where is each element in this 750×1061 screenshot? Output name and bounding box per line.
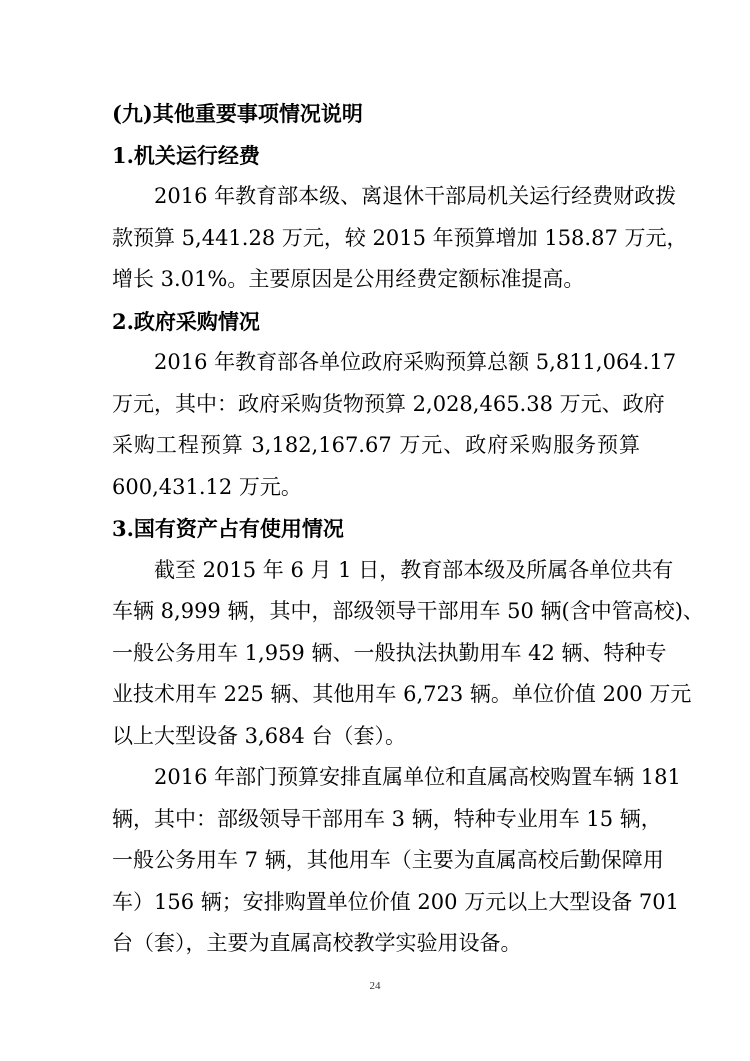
text-line: 一般公务用车 7 辆，其他用车（主要为直属高校后勤保障用 [112,848,664,872]
text-line: 以上大型设备 3,684 台（套）。 [112,723,406,748]
section-title: (九)其他重要事项情况说明 [112,101,363,126]
paragraph-vehicle-purchase-budget [112,757,681,965]
text-line: 辆，其中：部级领导干部用车 3 辆，特种专业用车 15 辆， [112,806,662,831]
text-line: 款预算 5,441.28 万元，较 2015 年预算增加 158.87 万元， [112,225,688,250]
text-line: 一般公务用车 1,959 辆、一般执法执勤用车 42 辆、特种专 [112,640,667,665]
paragraph-operating-expenses [112,176,688,301]
page-content [112,93,704,965]
text-line: 2016 年教育部各单位政府采购预算总额 5,811,064.17 [154,350,677,374]
heading-government-procurement: 2.政府采购情况 [112,308,260,334]
text-line: 万元，其中：政府采购货物预算 2,028,465.38 万元、政府 [112,391,665,416]
paragraph-state-assets-vehicles [112,550,704,758]
heading-state-assets: 3.国有资产占有使用情况 [112,516,344,541]
text-line: 业技术用车 225 辆、其他用车 6,723 辆。单位价值 200 万元 [112,682,692,706]
heading-operating-expenses: 1.机关运行经费 [112,142,260,168]
text-line: 2016 年部门预算安排直属单位和直属高校购置车辆 181 [154,765,681,789]
text-line: 增长 3.01%。主要原因是公用经费定额标准提高。 [112,267,585,291]
text-line: 600,431.12 万元。 [112,474,302,499]
text-line: 台（套），主要为直属高校教学实验用设备。 [112,931,522,955]
paragraph-government-procurement [112,342,677,508]
text-line: 截至 2015 年 6 月 1 日，教育部本级及所属各单位共有 [154,557,674,582]
text-line: 车）156 辆；安排购置单位价值 200 万元以上大型设备 701 [112,889,679,914]
text-line: 2016 年教育部本级、离退休干部局机关运行经费财政拨 [154,184,677,208]
text-line: 车辆 8,999 辆，其中，部级领导干部用车 50 辆(含中管高校)、 [112,599,704,623]
page-number: 24 [369,980,381,992]
text-line: 采购工程预算 3,182,167.67 万元、政府采购服务预算 [112,433,640,457]
